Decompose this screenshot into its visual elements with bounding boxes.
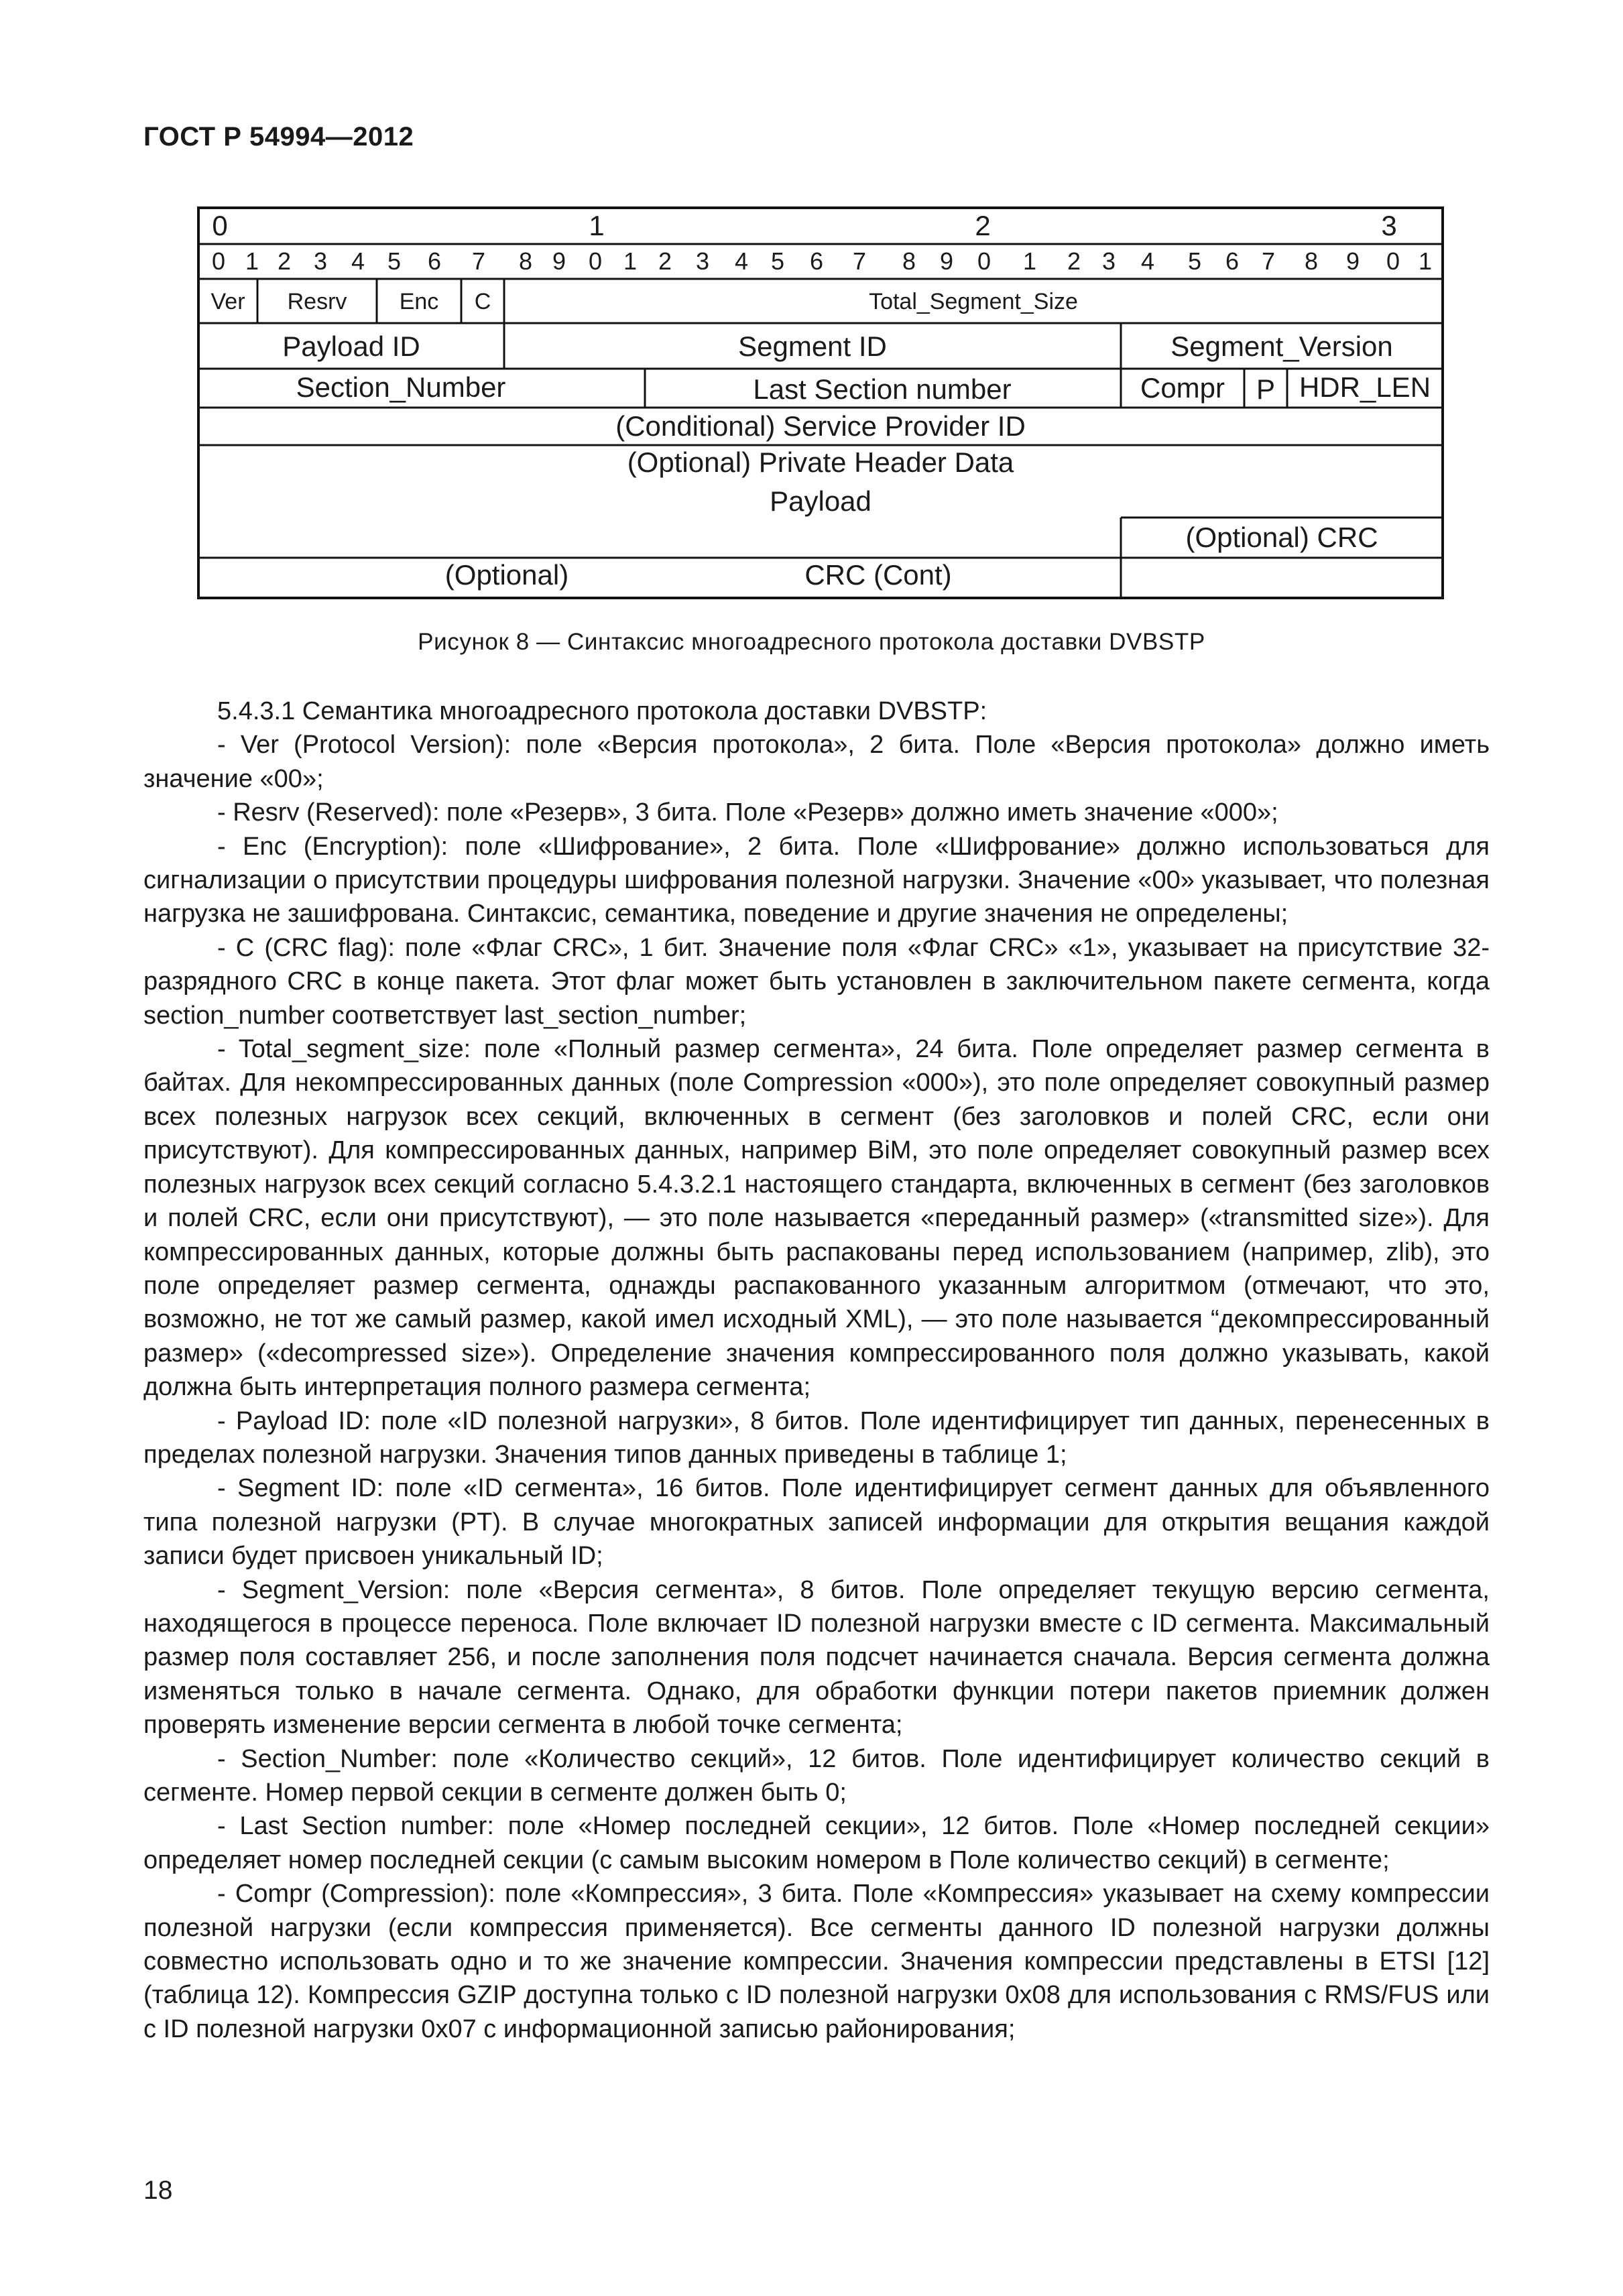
field-ver: Ver [211,289,245,314]
byte-label-0: 0 [212,210,228,241]
field-section-number: Section_Number [296,371,506,403]
bit-label: 9 [1345,247,1360,275]
bit-label: 0 [977,247,991,275]
field-total-segment-size: Total_Segment_Size [869,289,1078,314]
page-number: 18 [143,2176,173,2205]
bit-label: 4 [351,247,365,275]
field-c: C [474,289,491,314]
bit-label: 0 [588,247,603,275]
paragraph-enc: - Enc (Encryption): поле «Шифрование», 2 бита. Поле «Шифрование» должно использоваться для сигнализации о присутствии процедуры шифрования полезной нагрузки. Значение «00» указывает, что полезная нагрузка не зашифрована. Синтаксис, семантика, поведение и другие значения не определены; [143,832,1490,928]
field-resrv: Resrv [287,289,347,314]
bit-label: 1 [1418,247,1433,275]
bit-label: 2 [658,247,672,275]
protocol-syntax-diagram [0,0,1623,603]
field-optional-crc: (Optional) CRC [1185,522,1378,553]
bit-label: 0 [1386,247,1400,275]
field-enc: Enc [399,289,439,314]
paragraph-heading: 5.4.3.1 Семантика многоадресного протокола доставки DVBSTP: [217,697,987,725]
bit-label: 1 [245,247,259,275]
bit-label: 7 [852,247,867,275]
bit-label: 3 [313,247,328,275]
document-header: ГОСТ Р 54994—2012 [143,122,414,152]
body-text [143,694,1490,2046]
bit-label: 3 [1101,247,1116,275]
bit-label: 1 [1022,247,1037,275]
paragraph-total-segment-size: - Total_segment_size: поле «Полный размер сегмента», 24 бита. Поле определяет размер сегмента в байтах. Для некомпрессированных данных (поле Compression «000»), это поле определяет совокупный размер всех полезных нагрузок всех секций, включенных в сегмент (без заголовков и полей CRC, если они присутствуют). Для компрессированных данных, например BiM, это поле определяет совокупный размер всех полезных нагрузок всех секций согласно 5.4.3.2.1 настоящего стандарта, включенных в сегмент (без заголовков и полей CRC, если они присутствуют), — это поле называется «переданный размер» («transmitted size»). Для компрессированных данных, которые должны быть распакованы перед использованием (например, zlib), это поле определяет размер сегмента, однажды распакованного указанным алгоритмом (отмечают, что это, возможно, не тот же самый размер, какой имел исходный XML), — это поле называется “декомпрессированный размер» («decompressed size»). Определение значения компрессированного поля должно указывать, какой должна быть интерпретация полного размера сегмента; [143,1035,1490,1402]
field-crc-cont: CRC (Cont) [804,559,952,591]
paragraph-ver: - Ver (Protocol Version): поле «Версия протокола», 2 бита. Поле «Версия протокола» должно иметь значение «00»; [143,731,1490,793]
paragraph-crc-flag: - C (CRC flag): поле «Флаг CRC», 1 бит. Значение поля «Флаг CRC» «1», указывает на присутствие 32-разрядного CRC в конце пакета. Этот флаг может быть установлен в заключительном пакете сегмента, когда section_number соответствует last_section_number; [143,933,1490,1030]
bit-label: 5 [770,247,785,275]
bit-label: 2 [277,247,292,275]
bit-label: 2 [1067,247,1081,275]
field-payload: Payload [770,485,871,517]
bit-label: 6 [1225,247,1240,275]
bit-label: 4 [1140,247,1155,275]
field-segment-version: Segment_Version [1170,330,1393,362]
bit-label: 5 [1187,247,1202,275]
figure-caption: Рисунок 8 — Синтаксис многоадресного протокола доставки DVBSTP [418,629,1205,655]
bit-label: 6 [427,247,442,275]
bit-label: 8 [902,247,916,275]
field-optional: (Optional) [444,559,569,591]
field-hdr-len: HDR_LEN [1299,371,1431,403]
bit-label: 9 [552,247,566,275]
bit-label: 0 [211,247,226,275]
bit-label: 4 [734,247,749,275]
field-service-provider-id: (Conditional) Service Provider ID [615,410,1026,442]
bit-label: 7 [1261,247,1276,275]
paragraph-last-section-number: - Last Section number: поле «Номер последней секции», 12 битов. Поле «Номер последней секции» определяет номер последней секции (с самым высоким номером в Поле количество секций) в сегменте; [143,1812,1490,1874]
bit-label: 9 [939,247,954,275]
bit-label: 3 [695,247,710,275]
bit-label: 8 [1304,247,1319,275]
bit-label: 6 [809,247,824,275]
field-private-header-data: (Optional) Private Header Data [627,446,1014,478]
paragraph-section-number: - Section_Number: поле «Количество секций», 12 битов. Поле идентифицирует количество секций в сегменте. Номер первой секции в сегменте должен быть 0; [143,1744,1490,1807]
bit-label: 7 [471,247,486,275]
byte-label-2: 2 [975,210,991,241]
field-segment-id: Segment ID [738,330,887,362]
paragraph-compr: - Compr (Compression): поле «Компрессия», 3 бита. Поле «Компрессия» указывает на схему компрессии полезной нагрузки (если компрессия применяется). Все сегменты данного ID полезной нагрузки должны совместно использовать одно и то же значение компрессии. Значения компрессии представлены в ETSI [12] (таблица 12). Компрессия GZIP доступна только с ID полезной нагрузки 0x08 для использования с RMS/FUS или с ID полезной нагрузки 0x07 с информационной записью районирования; [143,1880,1490,2043]
bit-label: 8 [518,247,533,275]
bit-label: 1 [623,247,638,275]
field-p: P [1256,373,1276,405]
field-payload-id: Payload ID [282,330,420,362]
field-compr: Compr [1140,372,1225,404]
paragraph-segment-version: - Segment_Version: поле «Версия сегмента», 8 битов. Поле определяет текущую версию сегмента, находящегося в процессе переноса. Поле включает ID полезной нагрузки вместе с ID сегмента. Максимальный размер поля составляет 256, и после заполнения поля подсчет начинается сначала. Версия сегмента должна изменяться только в начале сегмента. Однако, для обработки функции потери пакетов приемник должен проверять изменение версии сегмента в любой точке сегмента; [143,1575,1490,1740]
bit-label: 5 [387,247,402,275]
byte-label-3: 3 [1381,210,1397,241]
byte-label-1: 1 [589,210,605,241]
field-last-section-number: Last Section number [753,373,1012,405]
paragraph-segment-id: - Segment ID: поле «ID сегмента», 16 битов. Поле идентифицирует сегмент данных для объявленного типа полезной нагрузки (PT). В случае многократных записей информации для открытия вещания каждой записи будет присвоен уникальный ID; [143,1474,1490,1571]
paragraph-resrv: - Resrv (Reserved): поле «Резерв», 3 бита. Поле «Резерв» должно иметь значение «000»; [217,798,1278,827]
paragraph-payload-id: - Payload ID: поле «ID полезной нагрузки», 8 битов. Поле идентифицирует тип данных, перенесенных в пределах полезной нагрузки. Значения типов данных приведены в таблице 1; [143,1406,1490,1469]
